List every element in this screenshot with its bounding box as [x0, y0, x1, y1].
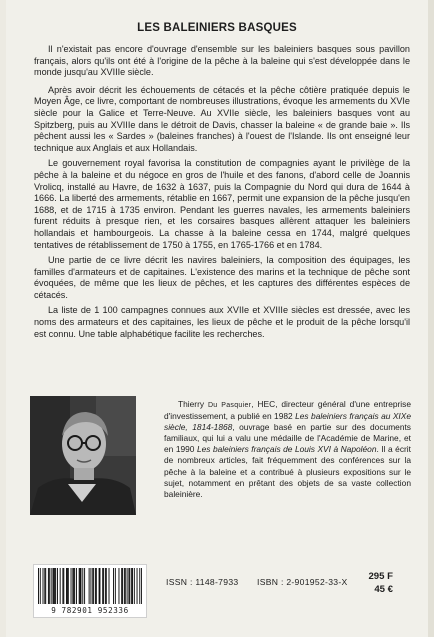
- isbn: ISBN : 2-901952-33-X: [257, 577, 348, 587]
- barcode-bar: [66, 568, 67, 604]
- price-franc: 295 F: [368, 571, 393, 582]
- summary-paragraph-1: Il n'existait pas encore d'ouvrage d'ensemble sur les baleiniers basques sous pavillon français, alors qu'ils ont été à l'origine de la pêche à la baleine qui s'est développée dans le monde jusqu'au XVIIIe siècle.: [34, 44, 410, 78]
- barcode-bar: [45, 568, 46, 604]
- barcode-bar: [90, 568, 91, 604]
- barcode-bar: [89, 568, 90, 604]
- barcode-bar: [139, 568, 140, 604]
- barcode-bar: [53, 568, 54, 604]
- barcode-bar: [73, 568, 74, 604]
- barcode-bar: [115, 568, 116, 604]
- author-bio: [164, 399, 411, 500]
- summary-text: [34, 44, 410, 344]
- summary-paragraph-3: Le gouvernement royal favorisa la constitution de compagnies ayant le privilège de la pêche à la baleine et du négoce en gros de l'huile et des fanons, d'abord celle de Joannis Vrolicq, installé au Havre, de 1632 à 1637, puis la Compagnie du Nord qui dura de 1644 à 1666. La liberté des armements, rétablie en 1667, permit une expansion de la pêche jusqu'en 1688, et de 1715 à 1735 environ. Pendant les guerres navales, les armements baleiniers furent réduits à presque rien, et les corsaires basques allèrent attaquer les baleiniers hollandais et hambourgeois. La chasse à la baleine cessa en 1744, malgré quelques tentatives de rétablissement de 1750 à 1755, en 1765-1766 et en 1784.: [34, 158, 410, 250]
- bio-book-1: Les baleiniers français au XIXe siècle, 1814-1868: [164, 411, 411, 433]
- bio-book-2: Les baleiniers français de Louis XVI à Napoléon: [196, 444, 377, 455]
- summary-paragraph-4: Une partie de ce livre décrit les navires baleiniers, la composition des équipages, les familles d'armateurs et de capitaines. L'existence des marins et la technique de pêche sont évoquées, de même que les lieux de pêches, et les captures des différentes espèces de cétacés.: [34, 255, 410, 300]
- barcode-bar: [103, 568, 104, 604]
- barcode-bar: [57, 568, 58, 604]
- barcode-bar: [95, 568, 96, 604]
- barcode-bar: [62, 568, 63, 604]
- summary-paragraph-5: La liste de 1 100 campagnes connues aux XVIIe et XVIIIe siècles est dressée, avec les noms des armateurs et des capitaines, les lieux de pêche et le produit de la pêche lorsqu'il est connu. Une table alphabétique facilite les recherches.: [34, 305, 410, 339]
- barcode-bar: [60, 568, 61, 604]
- barcode-bar: [131, 568, 132, 604]
- author-portrait-image: [30, 396, 136, 515]
- barcode-bar: [96, 568, 97, 604]
- bio-text-1: , HEC, directeur général d'une entreprise d'investissement, a publié en 1982: [164, 399, 412, 422]
- issn: ISSN : 1148-7933: [166, 577, 239, 587]
- barcode-bar: [137, 568, 138, 604]
- barcode-bar: [105, 568, 106, 604]
- barcode: [33, 564, 147, 618]
- barcode-bar: [125, 568, 126, 604]
- barcode-bar: [74, 568, 75, 604]
- barcode-bar: [109, 568, 110, 604]
- barcode-bar: [84, 568, 85, 604]
- barcode-bar: [38, 568, 39, 604]
- barcode-bar: [113, 568, 114, 604]
- barcode-bars: [38, 568, 142, 604]
- bio-text-2: , ouvrage basé en partie sur des documents familiaux, qui lui a valu une médaille de l'Académie de Marine, et en 1990: [164, 422, 411, 455]
- summary-paragraph-2: Après avoir décrit les échouements de cétacés et la pêche côtière pratiquée depuis le Moyen Âge, ce livre, comportant de nombreuses illustrations, évoque les armements du XVIe siècle pour la Galice et Terre-Neuve. Au XVIIe siècle, les baleiniers basques vont au Spitzberg, puis au XVIIIe dans le détroit de Davis, chasser la baleine « de grande baie ». Ils pêchent aussi les « Sardes » (baleines franches) à l'ouest de l'Islande. Ils ont enseigné leur technique aux Anglais et aux Hollandais.: [34, 84, 410, 153]
- author-first-name: Thierry: [178, 399, 205, 409]
- barcode-bar: [134, 568, 135, 604]
- barcode-bar: [40, 568, 41, 604]
- price-euro: 45 €: [374, 584, 393, 595]
- price: [353, 570, 393, 596]
- barcode-bar: [121, 568, 122, 604]
- barcode-bar: [43, 568, 44, 604]
- barcode-bar: [71, 568, 72, 604]
- barcode-bar: [68, 568, 69, 604]
- barcode-bar: [55, 568, 56, 604]
- barcode-bar: [124, 568, 125, 604]
- author-last-name: Du Pasquier: [207, 402, 252, 409]
- barcode-bar: [106, 568, 107, 604]
- barcode-bar: [72, 568, 73, 604]
- barcode-bar: [51, 568, 52, 604]
- barcode-bar: [93, 568, 94, 604]
- barcode-bar: [102, 568, 103, 604]
- barcode-bar: [92, 568, 93, 604]
- barcode-bar: [80, 568, 81, 604]
- book-title: LES BALEINIERS BASQUES: [137, 22, 297, 34]
- barcode-bar: [81, 568, 82, 604]
- author-portrait-photo: [30, 396, 136, 515]
- barcode-bar: [54, 568, 55, 604]
- barcode-bar: [118, 568, 119, 604]
- barcode-bar: [99, 568, 100, 604]
- barcode-bar: [82, 568, 83, 604]
- barcode-bar: [63, 568, 64, 604]
- barcode-bar: [67, 568, 68, 604]
- barcode-bar: [128, 568, 129, 604]
- barcode-bar: [44, 568, 45, 604]
- barcode-bar: [127, 568, 128, 604]
- barcode-bar: [122, 568, 123, 604]
- barcode-bar: [141, 568, 142, 604]
- barcode-bar: [132, 568, 133, 604]
- barcode-number: 9 782901 952336: [51, 606, 129, 615]
- barcode-bar: [100, 568, 101, 604]
- barcode-bar: [48, 568, 49, 604]
- cover-footer: [6, 564, 428, 624]
- bio-text-3: . Il a écrit de nombreux articles, fait fréquemment des conférences sur la pêche à la baleine et a contribué à plusieurs expositions sur le sujet, notamment en prêtant des objets de sa vaste collection baleinière.: [164, 444, 411, 499]
- barcode-bar: [79, 568, 80, 604]
- barcode-bar: [76, 568, 77, 604]
- barcode-bar: [129, 568, 130, 604]
- barcode-bar: [49, 568, 50, 604]
- barcode-bar: [52, 568, 53, 604]
